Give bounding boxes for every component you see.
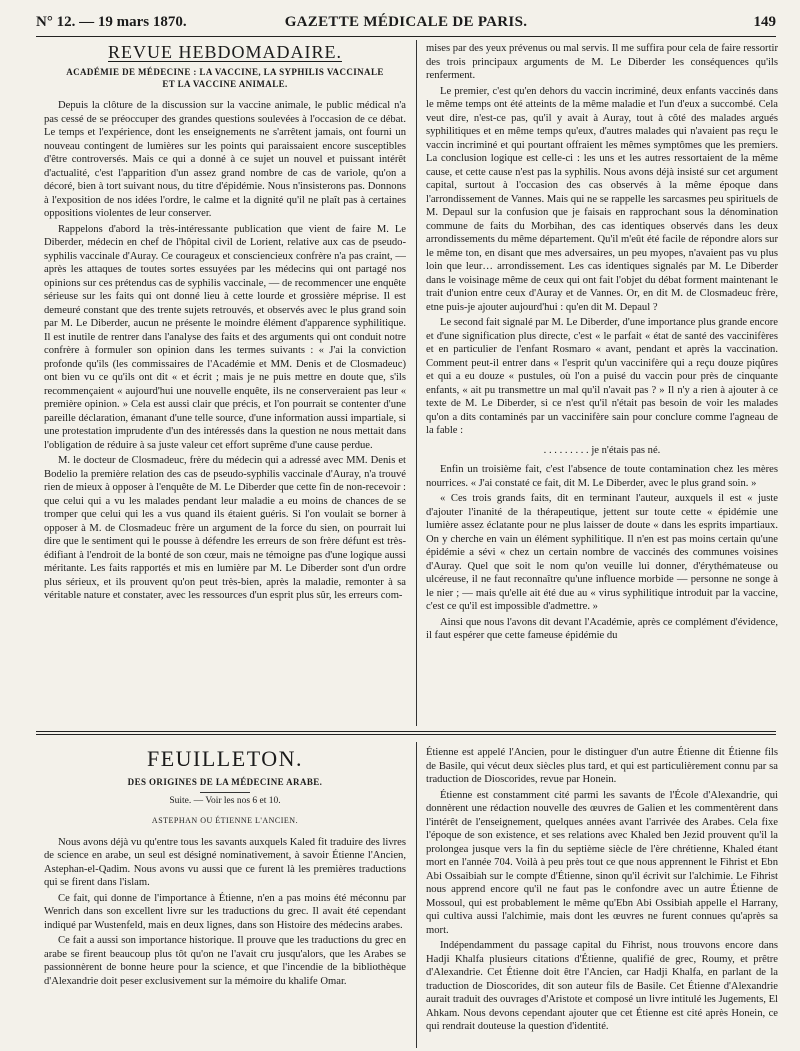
journal-title: GAZETTE MÉDICALE DE PARIS. [284,14,528,30]
revue-right-column [426,42,778,726]
paragraph: Ainsi que nous l'avons dit devant l'Académie, après ce complément d'évidence, il faut espérer que cette fameuse épidémie du [426,616,778,641]
feuilleton-subtitle: DES ORIGINES DE LA MÉDECINE ARABE. [127,776,323,787]
paragraph: Rappelons d'abord la très-intéressante publication que vient de faire M. Le Diberder, médecin en chef de l'hôpital civil de Lorient, relative aux cas de pseudo-syphilis vaccinale d'Auray. Ce courageux et consciencieux confrère n'a pas craint, — après les attaques de toutes sortes essuyées par les médecins qui ont partagé nos opinions sur ces prétendus cas de syphilis vaccinale, — de recommencer une enquête sérieuse sur les faits qui ont donné lieu à cette lourde et grossière méprise. Il est demeuré constant que des trente sujets retrouvés, et observés avec le plus grand soin par M. Le Diberder, aucun ne présente le moindre élément d'apparence syphilitique. Il est inutile de rentrer dans l'analyse des faits et des arguments qui ont conduit notre confrère à formuler son opinion dans les termes suivants : « J'ai la conviction profonde qu'ils (les commissaires de l'Académie et MM. Denis et de Closmadeuc) ont bien vu ce qu'ils ont dit « et écrit ; mais je ne puis mettre en doute que, s'ils recommençaient « aujourd'hui une nouvelle enquête, ils ne conserveraient pas leur « première opinion. » Cela est aussi clair que précis, et l'on pourrait se contenter d'une pareille déclaration, émanant d'une telle source, d'une information aussi impartiale, si une protestation imprudente d'un des intéressés dans la question ne nous mettait dans l'obligation de réduire à sa juste valeur cet effort suprême d'une cause perdue. [44,223,406,451]
feuilleton-rule [36,731,776,732]
short-divider [200,792,250,793]
page-number: 149 [753,14,776,30]
revue-title: REVUE HEBDOMADAIRE. [108,42,342,62]
paragraph: Le second fait signalé par M. Le Diberder, d'une importance plus grande encore et d'une signification plus directe, c'est « le parfait « état de santé des vaccinifères et en particulier de l'enfant Rosmaro « avant, pendant et après la vaccination. Comment peut-il entrer dans « l'esprit qu'un vaccinifère qui a reçu douze piqûres et qui a eu douze « pustules, où l'on a puisé du vaccin pour près de cinquante enfants, « ait pu transmettre un mal qu'il n'avait pas ? » Il n'y a rien à ajouter à ce texte de M. Le Diberder, si ce n'est qu'il n'était pas besoin de voir les malades qu'on a dits contaminés par un vaccinifère sain pour conclure comme l'agneau de la fable : [426,317,778,436]
revue-subtitle-line2: ET LA VACCINE ANIMALE. [162,78,288,89]
fable-quote: . . . . . . . . . je n'étais pas né. [543,444,661,456]
feuilleton-right-column [426,746,778,1046]
paragraph: « Ces trois grands faits, dit en terminant l'auteur, auxquels il est « juste d'ajouter l'inanité de la thérapeutique, jettent sur toute cette « épidémie une lumière assez éclatante pour ne plus laisser de doute « dans les esprits impartiaux. On y cherche en vain un élément syphilitique. Il n'en est pas moins certain qu'une épidémie a sévi « chez un certain nombre de vaccinés des communes voisines d'Auray. Quel que soit le nom qu'on veuille lui donner, d'érythémateuse ou ulcéreuse, il ne faut reconnaître qu'une influence morbide — personne ne songe à le nier ; — mais qu'elle ait été due au « virus syphilitique introduit par la vaccine, c'est ce qu'il est impossible d'admettre. » [426,493,778,612]
feuilleton-rule-thin [36,734,776,735]
column-divider [416,40,417,726]
column-divider [416,742,417,1048]
paragraph: Depuis la clôture de la discussion sur la vaccine animale, le public médical n'a pas cessé de se préoccuper des grandes questions soulevées à l'occasion de ce débat. Le temps et l'expérience, dont les enseignements ne s'arrêtent jamais, ont fourni un nouveau contingent de lumières sur les points qui paraissaient encore susceptibles d'être controversés. Mais ce qui a donné à ce sujet un nouvel et puissant intérêt d'actualité, c'est l'apparition d'un assez grand nombre de cas de variole, qu'on a décoré, bien à tort suivant nous, du titre d'épidémie. Nous n'insisterons pas. Donnons à l'exposition de nos idées l'ordre, le calme et la dignité qu'il ne plaît pas à certaines oppositions violentes de leur conserver. [44,100,406,219]
paragraph: Ce fait a aussi son importance historique. Il prouve que les traductions du grec en arabe se firent beaucoup plus tôt qu'on ne l'avait cru jusqu'alors, que les Arabes se passionnèrent de bonne heure pour la science, et que l'incendie de la bibliothèque d'Alexandrie doit peser exclusivement sur la mémoire du khalife Omar. [44,935,406,987]
paragraph: Indépendamment du passage capital du Fihrist, nous trouvons encore dans Hadji Khalfa plusieurs citations d'Étienne, qualifié de grec, Roumy, et prêtre d'Alexandrie. Cet Étienne doit être l'Ancien, car Hadji Khalfa, en parlant de la traduction de Dioscorides, dit son auteur fils de Basile. Cet Étienne d'Alexandrie aurait traduit des ouvrages d'Aristote et composé un livre intitulé les Jugements, El Ahkam. Nous devons cependant ajouter que cet Étienne est cité après Honein, ce qui rendrait douteuse la question d'identité. [426,940,778,1032]
paragraph: Enfin un troisième fait, c'est l'absence de toute contamination chez les mères nourrices. « J'ai constaté ce fait, dit M. Le Diberder, avec le plus grand soin. » [426,464,778,489]
paragraph: Ce fait, qui donne de l'importance à Étienne, n'en a pas moins été méconnu par Wenrich dans son excellent livre sur les traductions du grec. Il avait été cependant indiqué par Wustenfeld, mais en deux lignes, dans son Histoire des médecins arabes. [44,892,406,931]
paragraph: M. le docteur de Closmadeuc, frère du médecin qui a adressé avec MM. Denis et Bodelio la première relation des cas de pseudo-syphilis vaccinale d'Auray, n'a trouvé rien de mieux à opposer à l'enquête de M. Le Diberder que cette fin de non-recevoir : que celui qui a vu les malades pendant leur maladie a eu moins de chances de se tromper que celui qui les a vus quand ils étaient guéris. Si l'on voulait se borner à opposer à M. de Closmadeuc frère un argument de la force du sien, on pourrait lui dire que le sentiment qui le pousse à défendre les erreurs de son frère défunt est très-édifiant à l'endroit de la bonté de son cœur, mais ne témoigne pas d'une logique aussi méritante. Les faits rapportés et mis en lumière par M. Le Diberder sont d'un ordre plus sérieux, et ils prouvent qu'on peut très-bien, après la maladie, remonter à sa véritable nature et constater, avec les ressources d'un esprit plus sûr, les erreurs com- [44,455,406,601]
paragraph: Étienne est constamment cité parmi les savants de l'École d'Alexandrie, qui donnèrent une rédaction nouvelle des œuvres de Galien et les commentèrent dans l'intérêt de l'enseignement, quelques années avant l'arrivée des Arabes. Cela fixe l'époque de son existence, et ses relations avec Khaled ben Jezid prouvent qu'il la prolongea jusque vers la fin du septième siècle de l'ère chrétienne, Khaled étant mort en l'année 704. Voilà à peu près tout ce que nous apprennent le Fihrist et Ebn Abi Ossaibiah sur le compte d'Étienne, sinon qu'il écrivit sur l'alchimie. Le Fihrist nous apprend encore qu'il ne faut pas le confondre avec un autre Étienne de Mossoul, qui est probablement le même qu'Ebn Abi Ossibiah appelle el Harrany, qui cultiva aussi l'alchimie, mais dont les œuvres ne furent connues qu'après sa mort. [426,789,778,936]
feuilleton-chapter: ASTEPHAN OU ÉTIENNE L'ANCIEN. [151,816,299,825]
feuilleton-title: FEUILLETON. [146,746,304,771]
paragraph: Le premier, c'est qu'en dehors du vaccin incriminé, deux enfants vaccinés dans le même temps ont été atteints de la même maladie et l'un d'eux a succombé. Cela veut dire, n'est-ce pas, qu'il y avait à Auray, tout à côté des malades argués syphilitiques et en même temps qu'eux, d'autres malades qui n'avaient pas reçu le vaccin incriminé et qui pourtant offraient les mêmes symptômes que les premiers. La conclusion logique est celle-ci : les uns et les autres ressortaient de la même cause, et cette cause n'est pas la syphilis. Nous avons déjà insisté sur cet argument capital, surtout à l'occasion des cas observés à la même époque dans l'arrondissement de Vannes. Mais qui ne se rappelle les sarcasmes peu spirituels de M. Depaul sur la confusion que je faisais en rapprochant sous la dénomination commune de faits du Morbihan, des cas identiques observés dans les deux arrondissements du même département. Qu'il m'eût été facile de répondre alors sur le même ton, en disant que mes adversaires, un peu myopes, n'avaient pas vu plus loin que leur… arrondissement. Les cas identiques signalés par M. Le Diberder dans le voisinage même de ceux qui ont fait l'objet du débat forment maintenant le trait d'union entre ceux d'Auray et de Vannes. Or, en dit M. de Closmadeuc frère, etne puis-je ajouter aujourd'hui : qu'en dit M. Depaul ? [426,85,778,313]
issue-info: N° 12. — 19 mars 1870. [36,14,187,30]
feuilleton-left-column [44,746,406,1046]
feuilleton-suite: Suite. — Voir les nos 6 et 10. [169,795,281,806]
page-header [36,12,776,34]
paragraph: Étienne est appelé l'Ancien, pour le distinguer d'un autre Étienne dit Étienne fils de Basile, qui vécut deux siècles plus tard, et qui est particulièrement connu par sa traduction de Dioscorides, revue par Honein. [426,747,778,785]
revue-left-column [44,42,406,726]
header-rule [36,36,776,37]
paragraph: mises par des yeux prévenus ou mal servis. Il me suffira pour cela de faire ressortir des trois principaux arguments de M. Le Diberder les conséquences qu'ils renferment. [426,43,778,81]
revue-subtitle-line1: ACADÉMIE DE MÉDECINE : LA VACCINE, LA SYPHILIS VACCINALE [66,66,384,77]
paragraph: Nous avons déjà vu qu'entre tous les savants auxquels Kaled fit traduire des livres de science en arabe, un seul est désigné nominativement, à savoir Étienne l'Ancien, Astephan-el-Qadim. Nous avons vu aussi que ce furent là les premières traductions qui se firent dans l'islam. [44,836,406,888]
